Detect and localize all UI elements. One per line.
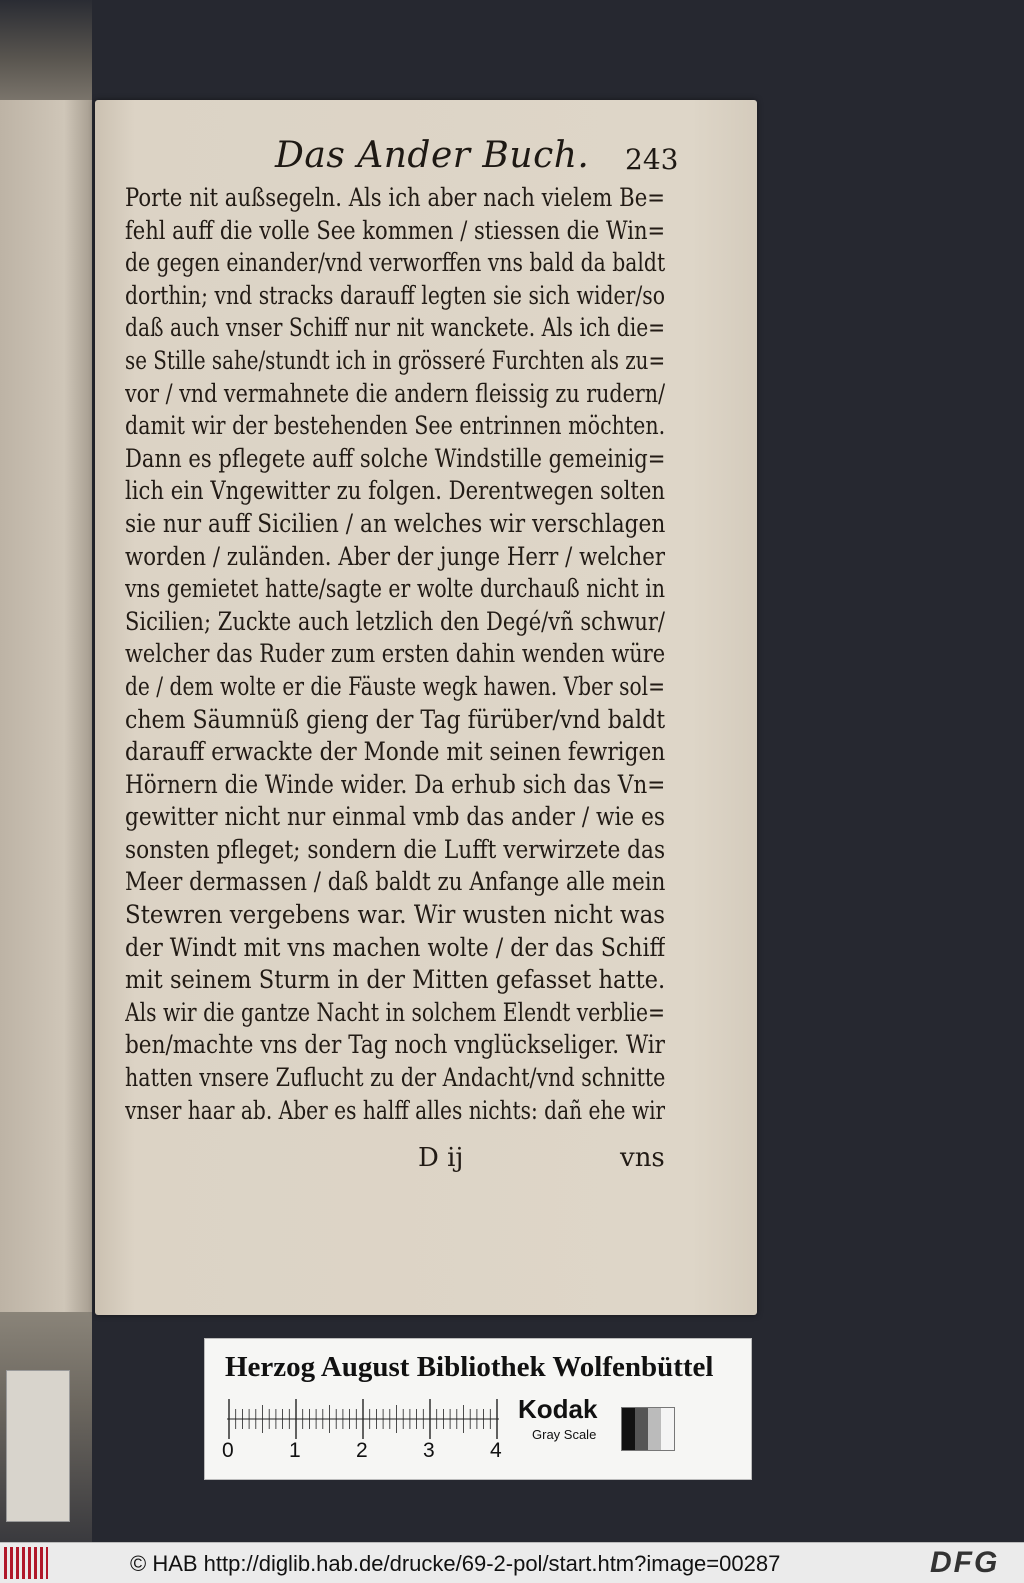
book-spine-top <box>0 0 92 100</box>
text-line: de gegen einander/vnd verworffen vns bald da baldt <box>125 248 665 278</box>
previous-page-edge <box>0 100 92 1312</box>
grayscale-label: Gray Scale <box>532 1427 597 1442</box>
hab-logo-icon <box>4 1547 48 1579</box>
text-line: Als wir die gantze Nacht in solchem Elendt verblie= <box>125 997 665 1027</box>
text-line: chem Säumnüß gieng der Tag fürüber/vnd baldt <box>125 704 665 734</box>
text-line: lich ein Vngewitter zu folgen. Derentwegen solten <box>125 476 665 506</box>
signature-mark: D ij <box>418 1143 464 1173</box>
text-line: fehl auff die volle See kommen / stiessen die Win= <box>125 215 665 245</box>
ruler-number: 2 <box>356 1439 368 1462</box>
text-line: dorthin; vnd stracks darauff legten sie sich wider/so <box>125 280 665 310</box>
kodak-logo: Kodak <box>518 1394 598 1424</box>
body-text <box>125 182 677 1127</box>
catchword: vns <box>620 1143 665 1173</box>
ruler-number: 1 <box>289 1439 301 1462</box>
text-line: Dann es pflegete auff solche Windstille gemeinig= <box>125 443 665 473</box>
text-line: sie nur auff Sicilien / an welches wir verschlagen <box>125 508 665 538</box>
footer-bar <box>0 1542 1024 1583</box>
text-line: hatten vnsere Zuflucht zu der Andacht/vnd schnitte <box>125 1063 665 1093</box>
text-line: welcher das Ruder zum ersten dahin wenden würe <box>125 639 665 669</box>
color-card <box>204 1338 752 1480</box>
footer-url[interactable]: © HAB http://diglib.hab.de/drucke/69-2-pol/start.htm?image=00287 <box>130 1551 781 1576</box>
text-line: vns gemietet hatte/sagte er wolte durchauß nicht in <box>125 574 665 604</box>
page-number: 243 <box>625 143 679 176</box>
text-line: der Windt mit vns machen wolte / der das Schiff <box>125 932 665 962</box>
shelf-label <box>6 1370 70 1522</box>
text-line: Porte nit außsegeln. Als ich aber nach vielem Be= <box>125 183 665 212</box>
text-line: Meer dermassen / daß baldt zu Anfange alle mein <box>125 867 665 897</box>
ruler-number: 3 <box>423 1439 435 1462</box>
gray-swatch <box>621 1407 675 1451</box>
ruler-number: 0 <box>222 1439 234 1462</box>
text-line: worden / zuländen. Aber der junge Herr / welcher <box>125 541 665 571</box>
text-line: se Stille sahe/stundt ich in grösseré Furchten als zu= <box>125 345 665 375</box>
text-line: Hörnern die Winde wider. Da erhub sich das Vn= <box>125 769 665 799</box>
text-line: vnser haar ab. Aber es halff alles nichts: dañ ehe wir <box>125 1095 665 1125</box>
text-line: darauff erwackte der Monde mit seinen fewrigen <box>125 737 665 767</box>
text-line: daß auch vnser Schiff nur nit wanckete. Als ich die= <box>125 313 665 343</box>
text-line: gewitter nicht nur einmal vmb das ander / wie es <box>125 802 665 832</box>
text-line: mit seinem Sturm in der Mitten gefasset hatte. <box>125 965 665 995</box>
text-line: ben/machte vns der Tag noch vnglückseliger. Wir <box>125 1030 665 1060</box>
ruler-number: 4 <box>490 1439 502 1462</box>
running-head: Das Ander Buch. <box>275 135 590 176</box>
card-title: Herzog August Bibliothek Wolfenbüttel <box>225 1351 714 1383</box>
dfg-logo: DFG <box>930 1546 1000 1579</box>
text-line: damit wir der bestehenden See entrinnen möchten. <box>125 411 665 441</box>
ruler-scale <box>227 1397 499 1441</box>
text-line: vor / vnd vermahnete die andern fleissig zu rudern/ <box>125 378 665 408</box>
text-line: de / dem wolte er die Fäuste wegk hawen. Vber sol= <box>125 671 665 701</box>
text-line: sonsten pfleget; sondern die Lufft verwirzete das <box>125 834 665 864</box>
text-line: Sicilien; Zuckte auch letzlich den Degé/vñ schwur/ <box>125 606 665 636</box>
text-line: Stewren vergebens war. Wir wusten nicht was <box>125 900 665 930</box>
